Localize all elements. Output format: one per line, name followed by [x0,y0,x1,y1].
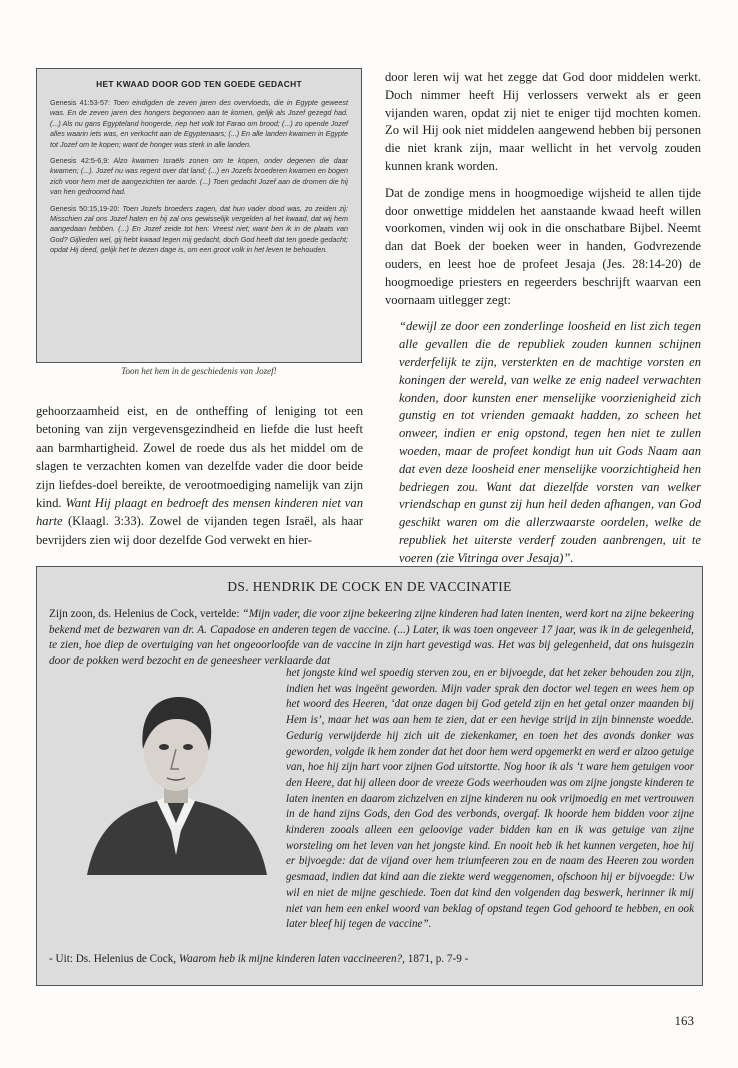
box-title: HET KWAAD DOOR GOD TEN GOEDE GEDACHT [96,79,302,89]
passage-genesis-50 [50,204,348,256]
feature-title: DS. HENDRIK DE COCK EN DE VACCINATIE [227,579,512,594]
source-suffix: , 1871, p. 7-9 - [402,953,469,965]
portrait-image [67,673,285,875]
source-prefix: - Uit: Ds. Helenius de Cock, [49,953,179,965]
passage-genesis-42 [50,156,348,198]
vitringa-quote: “dewijl ze door een zonderlinge loosheid en list zich tegen alle gevallen die de republiek zouden kunnen schijnen verderfelijk te zijn, versterkten en de machtige vorsten en koningen der wereld, van welke ze enig nadeel verwachten konden, door kunsten ener menselijke voorzienigheid zich gunstig en tot vrienden gemaakt hadden, zo scheen het onweer, indien er enig opstond, tegen hen niet te zullen woeden, maar de profeet kondigt hun uit Gods Naam aan dat even deze loosheid ener menselijke voorzichtigheid hen bedriegen zou. Want dat diezelfde vorsten van welker vriendschap en gunst zij hun heil deden afhangen, van God geschikt waren om die allerzwaarste oordelen, welke de republiek het uiterste verderf zouden aanbrengen, uit te voeren (zie Vitringa over Jesaja)”. [399,319,701,565]
feature-intro [49,607,694,669]
body-text: (Klaagl. 3:33). Zowel de vijanden tegen Israël, als haar bevrijders zien wij door dezelfde God verwekt en hier- [36,514,363,547]
passage-ref: Genesis 50:15,19-20: [50,203,120,213]
passage-genesis-41 [50,98,348,150]
scripture-quote: Want Hij plaagt en bedroeft des mensen kinderen niet van harte [36,496,363,529]
feature-body: het jongste kind wel spoedig sterven zou, en er bijvoegde, dat het zeker behouden zou zijn, indien het was ingeënt geworden. Mijn vader sprak den doctor wel tegen en wees hem op het woord des Heeren, ‘dat onze dagen bij God geteld zijn en het getal onzer maanden bij Hem is’, maar het was aan hem te zien, dat er een hevige strijd in zijn binnenste woedde. Gedurig verwijderde hij zich uit de ziekenkamer, en toen het des avonds donker was geworden, volgde ik hem zonder dat het door hem werd opgemerkt en werd er alzoo getuige van, hoe hij zijn hart voor zijnen God uitstortte. Nog hoor ik als ‘t ware hem getuigen voor den Heere, dat hij alleen door de vreeze Gods weerhouden was om zijne jongste kinderen te laten inenten en daarom zichzelven en zijne kinderen nu ook vrijmoedig en met vertrouwen in de hand zijns Gods, den God des verbonds, overgaf. Ik hoorde hem bidden voor zijne kinderen zooals alleen een geloovige vader bidden kan en ik was getuige van zijne worsteling om het leven van het jongste kind. En nooit heb ik het kunnen vergeten, hoe hij er bijvoegde: dat de vijand over hem triumfeeren zou en de naam des Heeren zou worden gesmaad, indien dat kind aan die ziekte werd weggenomen, ofschoon hij er bijvoegde: Uw wil en niet de mijne geschiede. Toen dat kind den volgenden dag beswerk, herinner ik mij niet van hem een enkel woord van beklag of opstand tegen God gehoord te hebben, en ook later bleef hij tegen de vaccine”. [286,667,694,931]
body-text: gehoorzaamheid eist, en de ontheffing of leniging tot een betoning van zijn vergevensgezindheid en liefde die lust heeft aan barmhartigheid. Zowel de roede dus als het middel om de slagen te verzachten komen van dezelfde vader die door beide zijn liefdes-doel bereikte, de verootmoediging namelijk van zijn kind. [36,404,363,511]
portrait-illustration [67,673,285,875]
passage-text: Toen eindigden de zeven jaren des overvloeds, die in Egypte geweest was. En de zeven jaren des hongers begonnen aan te komen, gelijk als Jozef gezegd had. (...) Als nu gans Egypteland hongerde, riep het volk tot Farao om brood; (...) zo opende Jozef alles waarin iets was, en verkocht aan de Egyptenaars; (...) En alle landen kwamen in Egypte tot Jozef om te kopen; want de honger was sterk in alle landen. [50,98,348,149]
feature-box-vaccination [36,566,703,986]
intro-quote: “Mijn vader, die voor zijne bekeering zijne kinderen had laten inenten, werd kort na zijne bekeering bekend met de bezwaren van dr. A. Capadose en anderen tegen de vaccine. (...) Later, ik was toen ongeveer 17 jaar, was ik in de gelegenheid, te zien, hoe diep de overtuiging van het ongeoorloofde van de vaccine in zijn hart gevestigd was. Het was bij gelegenheid, dat ons huisgezin door de pokken werd bezocht en de geneesheer verklaarde dat [49,608,694,667]
source-title: Waarom heb ik mijne kinderen laten vaccineeren? [178,953,403,965]
passage-ref: Genesis 41:53-57: [50,98,110,107]
box-caption: Toon het hem in de geschiedenis van Jozef! [121,366,277,376]
page-number: 163 [674,1013,694,1028]
paragraph-2: Dat de zondige mens in hoogmoedige wijsheid te allen tijde door onwettige middelen het aanstaande kwaad heeft willen voorkomen, vinden wij ook in die onschatbare Bijbel. Neemt dan dat Boek der boeken weer in handen, Godvrezende ouders, en leest hoe de profeet Jesaja (Jes. 28:14-20) de hoogmoedige priesters en regeerders beschrijft waarvan een voornaam uitlegger zegt: [385,185,701,307]
right-column-text [385,69,701,568]
passage-text: Toen Jozefs broeders zagen, dat hun vader dood was, zo zeiden zij: Misschien zal ons Jozef haten en hij zal ons gewisselijk vergelden al het kwaad, dat wij hem aangedaan hebben. (...) En Jozef zeide tot hen: Vreest niet; want ben ik in de plaats van God? Gijlieden wel, gij hebt kwaad tegen mij gedacht, doch God heeft dat ten goede gedacht; opdat Hij deed, gelijk het te dezen dage is, om een groot volk in het leven te behouden. [50,203,348,255]
left-column-text [36,402,363,549]
paragraph-1: door leren wij wat het zegge dat God door middelen werkt. Doch nimmer heeft Hij verlossers verwekt als er geen vijanden waren, opdat zij niet te eniger tijd mochten komen. Zo wil Hij ook niet middelen aangewend hebben bij personen die niet krank zijn, maar wellicht in het vervolg zouden kunnen krank worden. [385,70,701,173]
intro-plain: Zijn zoon, ds. Helenius de Cock, vertelde: [49,608,243,620]
passage-ref: Genesis 42:5-6,9: [50,156,110,166]
passage-text: Alzo kwamen Israëls zonen om te kopen, onder degenen die daar kwamen; (...). Jozef nu was regent over dat land; (...) en Jozefs broederen kwamen en bogen zich voor hem met de aangezichten ter aarde. (...) Toen gedacht Jozef aan de dromen die hij van hen gedroomd had. [50,156,348,197]
sidebar-box-joseph [36,68,362,363]
source-citation [49,953,694,965]
